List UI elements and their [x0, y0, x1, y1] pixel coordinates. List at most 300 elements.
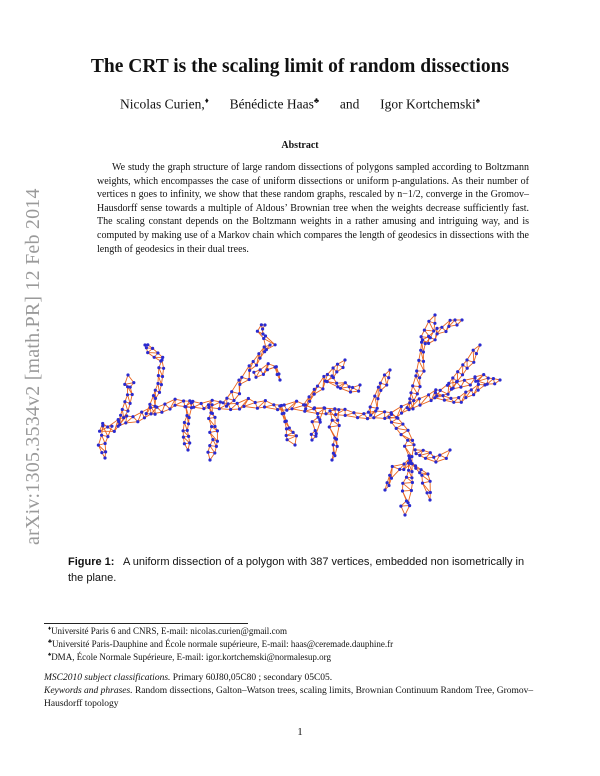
dissection-vertex: [410, 476, 413, 479]
dissection-vertex: [383, 488, 386, 491]
dissection-vertex: [264, 399, 267, 402]
dissection-vertex: [149, 412, 152, 415]
dissection-vertex: [101, 424, 104, 427]
dissection-vertex: [411, 384, 414, 387]
dissection-vertex: [267, 362, 270, 365]
dissection-vertex: [222, 401, 225, 404]
dissection-vertex: [151, 347, 154, 350]
dissection-vertex: [418, 385, 421, 388]
dissection-vertex: [411, 407, 414, 410]
dissection-edge: [341, 388, 351, 392]
author-name: Bénédicte Haas: [229, 96, 314, 112]
dissection-vertex: [285, 434, 288, 437]
dissection-vertex: [460, 401, 463, 404]
dissection-edge: [370, 396, 375, 407]
dissection-vertex: [362, 412, 365, 415]
dissection-vertex: [390, 421, 393, 424]
dissection-edge: [219, 409, 230, 410]
author-affiliation-mark: ♣: [313, 96, 320, 105]
dissection-vertex: [403, 462, 406, 465]
dissection-vertex: [457, 396, 460, 399]
dissection-vertex: [149, 406, 152, 409]
dissection-vertex: [140, 411, 143, 414]
dissection-vertex: [145, 412, 148, 415]
dissection-edge: [403, 483, 412, 490]
keywords-label: Keywords and phrases.: [44, 686, 133, 696]
dissection-vertex: [440, 326, 443, 329]
paper-title: The CRT is the scaling limit of random dissections: [90, 56, 510, 77]
dissection-vertex: [237, 379, 240, 382]
dissection-vertex: [387, 416, 390, 419]
dissection-vertex: [465, 358, 468, 361]
msc-classification: [44, 673, 332, 683]
figure-caption-text: A uniform dissection of a polygon with 387 vertices, embedded non isometrically in the plane.: [68, 556, 525, 584]
dissection-vertex: [216, 440, 219, 443]
dissection-vertex: [478, 343, 481, 346]
dissection-vertex: [186, 429, 189, 432]
dissection-vertex: [278, 378, 281, 381]
dissection-vertex: [145, 346, 148, 349]
dissection-vertex: [238, 392, 241, 395]
dissection-edge: [412, 445, 414, 457]
dissection-edge: [336, 426, 339, 440]
dissection-vertex: [408, 401, 411, 404]
dissection-vertex: [357, 390, 360, 393]
dissection-vertex: [206, 451, 209, 454]
dissection-vertex: [388, 368, 391, 371]
dissection-vertex: [427, 342, 430, 345]
dissection-vertex: [153, 356, 156, 359]
dissection-vertex: [372, 416, 375, 419]
dissection-vertex: [333, 454, 336, 457]
dissection-vertex: [148, 403, 151, 406]
dissection-vertex: [156, 351, 159, 354]
dissection-vertex: [207, 417, 210, 420]
dissection-vertex: [202, 407, 205, 410]
dissection-vertex: [188, 441, 191, 444]
dissection-vertex: [126, 385, 129, 388]
dissection-vertex: [376, 407, 379, 410]
dissection-vertex: [182, 436, 185, 439]
dissection-vertex: [119, 414, 122, 417]
dissection-vertex: [190, 406, 193, 409]
dissection-vertex: [160, 411, 163, 414]
dissection-vertex: [429, 491, 432, 494]
dissection-vertex: [293, 443, 296, 446]
dissection-vertex: [295, 434, 298, 437]
dissection-vertex: [477, 383, 480, 386]
dissection-vertex: [376, 397, 379, 400]
dissection-vertex: [447, 325, 450, 328]
dissection-vertex: [430, 399, 433, 402]
footnote: [48, 626, 287, 636]
dissection-vertex: [472, 361, 475, 364]
dissection-vertex: [229, 408, 232, 411]
dissection-vertex: [126, 393, 129, 396]
dissection-vertex: [427, 335, 430, 338]
dissection-vertex: [395, 427, 398, 430]
dissection-vertex: [446, 384, 449, 387]
page-number: 1: [297, 726, 303, 738]
dissection-vertex: [275, 365, 278, 368]
dissection-vertex: [225, 405, 228, 408]
dissection-vertex: [498, 378, 501, 381]
dissection-vertex: [182, 399, 185, 402]
dissection-vertices: [97, 313, 502, 516]
dissection-vertex: [215, 445, 218, 448]
dissection-vertex: [274, 343, 277, 346]
dissection-vertex: [428, 498, 431, 501]
dissection-vertex: [420, 468, 423, 471]
dissection-vertex: [403, 513, 406, 516]
dissection-vertex: [143, 343, 146, 346]
dissection-vertex: [401, 423, 404, 426]
dissection-vertex: [211, 399, 214, 402]
dissection-vertex: [408, 504, 411, 507]
dissection-vertex: [343, 408, 346, 411]
dissection-vertex: [399, 505, 402, 508]
dissection-vertex: [316, 385, 319, 388]
dissection-vertex: [398, 468, 401, 471]
dissection-vertex: [482, 373, 485, 376]
dissection-vertex: [121, 408, 124, 411]
dissection-vertex: [420, 335, 423, 338]
dissection-vertex: [422, 350, 425, 353]
dissection-vertex: [446, 393, 449, 396]
dissection-vertex: [263, 405, 266, 408]
dissection-vertex: [225, 397, 228, 400]
dissection-vertex: [352, 411, 355, 414]
dissection-vertex: [415, 369, 418, 372]
dissection-vertex: [277, 372, 280, 375]
dissection-vertex: [163, 403, 166, 406]
dissection-vertex: [472, 393, 475, 396]
dissection-vertex: [405, 476, 408, 479]
dissection-vertex: [240, 376, 243, 379]
dissection-vertex: [131, 415, 134, 418]
dissection-vertex: [146, 343, 149, 346]
dissection-vertex: [316, 412, 319, 415]
dissection-vertex: [161, 356, 164, 359]
dissection-vertex: [402, 468, 405, 471]
dissection-vertex: [388, 474, 391, 477]
dissection-vertex: [434, 388, 437, 391]
dissection-vertex: [434, 338, 437, 341]
dissection-vertex: [154, 389, 157, 392]
dissection-vertex: [261, 327, 264, 330]
dissection-edge: [374, 418, 385, 419]
dissection-vertex: [344, 414, 347, 417]
dissection-vertex: [230, 390, 233, 393]
dissection-vertex: [292, 431, 295, 434]
footnote-mark: ♦: [48, 626, 52, 632]
dissection-vertex: [367, 411, 370, 414]
dissection-vertex: [418, 404, 421, 407]
dissection-edge: [244, 406, 257, 408]
dissection-vertex: [448, 448, 451, 451]
abstract-heading: Abstract: [281, 140, 319, 151]
dissection-vertex: [173, 404, 176, 407]
dissection-vertex: [326, 380, 329, 383]
dissection-vertex: [162, 367, 165, 370]
dissection-vertex: [213, 451, 216, 454]
dissection-vertex: [339, 387, 342, 390]
dissection-vertex: [286, 438, 289, 441]
dissection-vertex: [218, 407, 221, 410]
dissection-vertex: [459, 386, 462, 389]
dissection-vertex: [373, 395, 376, 398]
dissection-vertex: [104, 450, 107, 453]
dissection-vertex: [348, 385, 351, 388]
dissection-vertex: [143, 416, 146, 419]
author-affiliation-mark: ♠: [475, 96, 481, 105]
dissection-vertex: [313, 406, 316, 409]
dissection-vertex: [310, 433, 313, 436]
dissection-vertex: [238, 383, 241, 386]
dissection-vertex: [423, 329, 426, 332]
dissection-vertex: [187, 435, 190, 438]
dissection-vertex: [441, 394, 444, 397]
dissection-vertex: [123, 383, 126, 386]
dissection-vertex: [451, 376, 454, 379]
dissection-vertex: [366, 417, 369, 420]
dissection-vertex: [464, 396, 467, 399]
dissection-edge: [316, 422, 320, 433]
dissection-vertex: [98, 430, 101, 433]
dissection-vertex: [422, 449, 425, 452]
dissection-vertex: [324, 412, 327, 415]
dissection-vertex: [383, 373, 386, 376]
dissection-vertex: [154, 397, 157, 400]
dissection-vertex: [421, 338, 424, 341]
dissection-vertex: [385, 383, 388, 386]
dissection-edge: [292, 409, 305, 411]
dissection-vertex: [476, 380, 479, 383]
dissection-vertex: [414, 464, 417, 467]
dissection-vertex: [216, 429, 219, 432]
dissection-vertex: [453, 318, 456, 321]
dissection-vertex: [349, 390, 352, 393]
dissection-vertex: [268, 343, 271, 346]
dissection-vertex: [335, 382, 338, 385]
dissection-vertex: [282, 412, 285, 415]
dissection-vertex: [473, 375, 476, 378]
dissection-vertex: [412, 399, 415, 402]
dissection-vertex: [418, 454, 421, 457]
dissection-vertex: [156, 382, 159, 385]
dissection-vertex: [387, 376, 390, 379]
dissection-vertex: [219, 400, 222, 403]
author-name: Igor Kortchemski: [380, 96, 476, 112]
dissection-vertex: [158, 391, 161, 394]
dissection-vertex: [416, 392, 419, 395]
dissection-vertex: [344, 381, 347, 384]
footnote-text: Université Paris 6 and CNRS, E-mail: nicolas.curien@gmail.com: [51, 626, 288, 636]
dissection-vertex: [439, 389, 442, 392]
dissection-vertex: [369, 405, 372, 408]
dissection-vertex: [449, 397, 452, 400]
dissection-vertex: [319, 421, 322, 424]
dissection-vertex: [310, 438, 313, 441]
dissection-vertex: [288, 426, 291, 429]
dissection-vertex: [168, 407, 171, 410]
dissection-vertex: [211, 438, 214, 441]
dissection-vertex: [183, 442, 186, 445]
dissection-vertex: [266, 368, 269, 371]
dissection-vertex: [117, 420, 120, 423]
dissection-vertex: [434, 391, 437, 394]
dissection-vertex: [429, 451, 432, 454]
dissection-vertex: [285, 427, 288, 430]
dissection-vertex: [183, 421, 186, 424]
dissection-vertex: [263, 323, 266, 326]
dissection-vertex: [308, 400, 311, 403]
dissection-vertex: [391, 465, 394, 468]
dissection-vertex: [466, 367, 469, 370]
dissection-vertex: [263, 345, 266, 348]
footnote: [48, 652, 331, 662]
dissection-vertex: [407, 469, 410, 472]
dissection-vertex: [401, 489, 404, 492]
dissection-vertex: [261, 332, 264, 335]
dissection-vertex: [334, 413, 337, 416]
dissection-vertex: [285, 409, 288, 412]
dissection-vertex: [188, 416, 191, 419]
dissection-vertex: [254, 376, 257, 379]
dissection-edge: [467, 350, 473, 360]
dissection-vertex: [126, 373, 129, 376]
dissection-vertex: [422, 370, 425, 373]
dissection-vertex: [285, 420, 288, 423]
dissection-vertex: [456, 370, 459, 373]
dissection-vertex: [272, 403, 275, 406]
author-list: [0, 96, 600, 113]
dissection-vertex: [236, 402, 239, 405]
dissection-vertex: [433, 322, 436, 325]
dissection-vertex: [429, 480, 432, 483]
dissection-vertex: [460, 318, 463, 321]
dissection-vertex: [131, 393, 134, 396]
dissection-vertex: [432, 329, 435, 332]
dissection-vertex: [322, 375, 325, 378]
dissection-vertex: [472, 349, 475, 352]
dissection-vertex: [208, 431, 211, 434]
dissection-vertex: [475, 352, 478, 355]
dissection-vertex: [146, 351, 149, 354]
dissection-edge: [232, 380, 239, 392]
dissection-vertex: [406, 439, 409, 442]
dissection-vertex: [336, 385, 339, 388]
footnote-mark: ♣: [48, 639, 52, 645]
keywords: [44, 685, 564, 710]
dissection-vertex: [262, 337, 265, 340]
dissection-vertex: [358, 383, 361, 386]
dissection-vertex: [455, 323, 458, 326]
dissection-vertex: [433, 313, 436, 316]
dissection-vertex: [417, 359, 420, 362]
dissection-vertex: [456, 380, 459, 383]
dissection-figure: [90, 300, 510, 540]
dissection-vertex: [410, 470, 413, 473]
dissection-vertex: [256, 407, 259, 410]
dissection-vertex: [125, 414, 128, 417]
dissection-vertex: [486, 383, 489, 386]
dissection-vertex: [280, 404, 283, 407]
dissection-edge: [391, 469, 399, 478]
dissection-vertex: [100, 434, 103, 437]
dissection-vertex: [493, 382, 496, 385]
dissection-edge: [242, 366, 249, 378]
dissection-vertex: [449, 319, 452, 322]
dissection-edges: [98, 315, 500, 515]
dissection-vertex: [343, 358, 346, 361]
dissection-vertex: [336, 363, 339, 366]
dissection-vertex: [248, 369, 251, 372]
dissection-vertex: [328, 409, 331, 412]
dissection-vertex: [213, 416, 216, 419]
dissection-vertex: [254, 401, 257, 404]
dissection-vertex: [326, 373, 329, 376]
dissection-vertex: [190, 401, 193, 404]
dissection-vertex: [415, 452, 418, 455]
dissection-vertex: [403, 445, 406, 448]
dissection-vertex: [408, 397, 411, 400]
dissection-vertex: [414, 374, 417, 377]
dissection-vertex: [157, 366, 160, 369]
dissection-vertex: [438, 454, 441, 457]
dissection-vertex: [129, 402, 132, 405]
dissection-vertex: [260, 323, 263, 326]
dissection-vertex: [412, 443, 415, 446]
dissection-vertex: [386, 481, 389, 484]
dissection-vertex: [338, 424, 341, 427]
dissection-vertex: [154, 405, 157, 408]
dissection-vertex: [396, 417, 399, 420]
dissection-vertex: [426, 491, 429, 494]
dissection-vertex: [124, 421, 127, 424]
dissection-vertex: [356, 416, 359, 419]
footnote-text: DMA, École Normale Supérieure, E-mail: igor.kortchemski@normalesup.org: [51, 652, 331, 662]
footnote-text: Université Paris-Dauphine and École normale supérieure, E-mail: haas@ceremade.dauphine.fr: [51, 639, 394, 649]
dissection-vertex: [379, 382, 382, 385]
author-affiliation-mark: ♦: [204, 96, 209, 105]
dissection-vertex: [304, 407, 307, 410]
dissection-vertex: [330, 374, 333, 377]
dissection-vertex: [248, 378, 251, 381]
dissection-vertex: [469, 383, 472, 386]
dissection-vertex: [160, 383, 163, 386]
dissection-vertex: [400, 433, 403, 436]
dissection-vertex: [452, 387, 455, 390]
dissection-vertex: [414, 448, 417, 451]
dissection-vertex: [434, 460, 437, 463]
dissection-vertex: [444, 330, 447, 333]
dissection-vertex: [411, 481, 414, 484]
dissection-vertex: [154, 413, 157, 416]
dissection-vertex: [332, 443, 335, 446]
dissection-vertex: [211, 403, 214, 406]
dissection-vertex: [421, 482, 424, 485]
dissection-vertex: [452, 401, 455, 404]
dissection-vertex: [427, 393, 430, 396]
dissection-vertex: [436, 332, 439, 335]
dissection-vertex: [182, 429, 185, 432]
dissection-vertex: [418, 397, 421, 400]
dissection-vertex: [122, 416, 125, 419]
dissection-vertex: [265, 348, 268, 351]
dissection-vertex: [424, 457, 427, 460]
dissection-vertex: [257, 352, 260, 355]
